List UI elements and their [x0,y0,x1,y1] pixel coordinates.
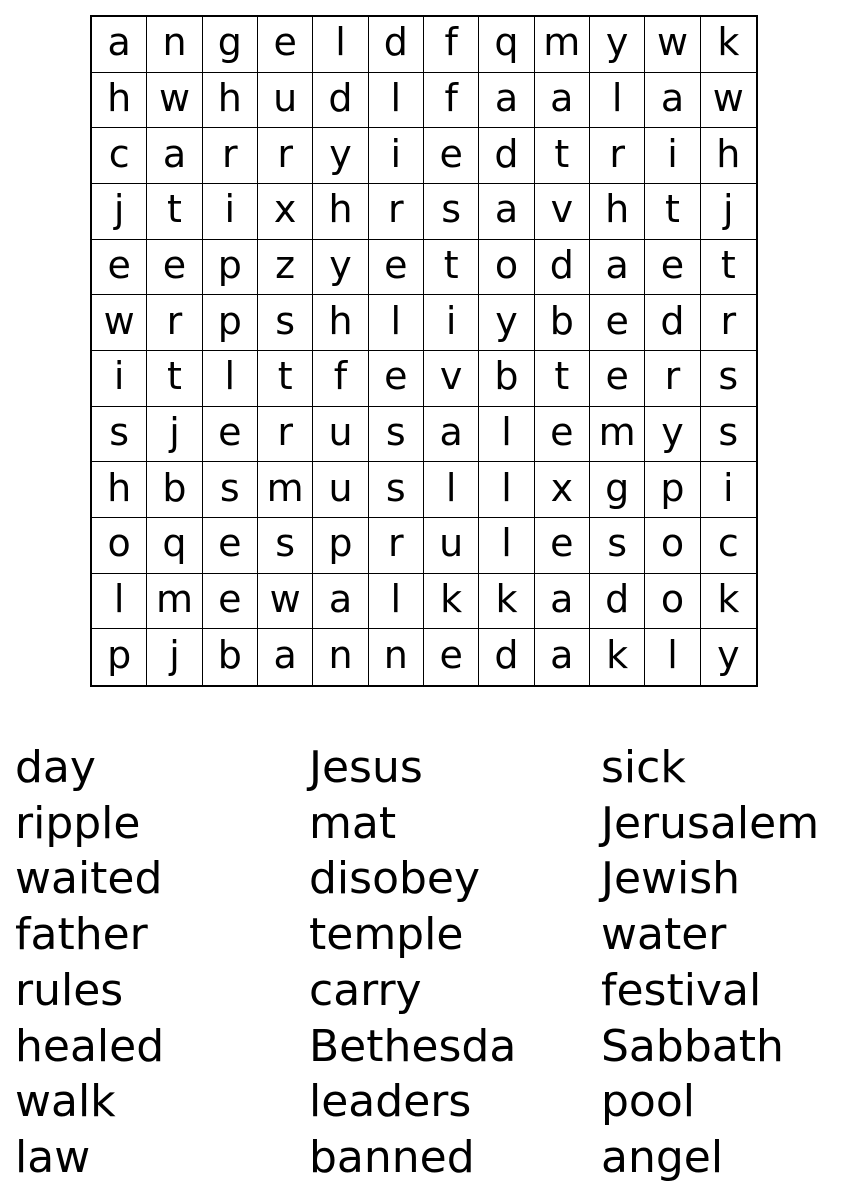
grid-cell: x [535,462,590,518]
grid-cell: y [590,17,645,73]
grid-cell: a [535,574,590,630]
grid-cell: s [203,462,258,518]
grid-cell: e [203,518,258,574]
grid-cell: f [424,73,479,129]
grid-cell: a [645,73,700,129]
grid-cell: m [147,574,202,630]
grid-cell: w [701,73,756,129]
grid-cell: f [313,351,368,407]
grid-cell: y [479,295,534,351]
word-item: mat [309,797,397,849]
word-item: law [15,1131,91,1183]
word-item: Jerusalem [601,797,820,849]
grid-cell: i [92,351,147,407]
grid-cell: a [258,629,313,685]
grid-cell: h [701,128,756,184]
grid-cell: u [313,462,368,518]
word-item: sick [601,742,686,793]
grid-cell: e [535,518,590,574]
grid-cell: a [479,184,534,240]
grid-cell: g [590,462,645,518]
grid-cell: h [203,73,258,129]
word-item: waited [15,853,163,905]
grid-cell: b [147,462,202,518]
grid-cell: m [258,462,313,518]
grid-cell: b [535,295,590,351]
grid-cell: o [645,518,700,574]
grid-cell: a [424,407,479,463]
grid-cell: p [92,629,147,685]
grid-cell: w [147,73,202,129]
grid-cell: r [258,128,313,184]
grid-cell: i [203,184,258,240]
grid-cell: d [313,73,368,129]
grid-cell: u [313,407,368,463]
grid-cell: t [701,240,756,296]
grid-cell: e [369,240,424,296]
grid-cell: v [535,184,590,240]
grid-cell: w [92,295,147,351]
grid-cell: a [590,240,645,296]
word-item: water [601,909,727,961]
word-item: angel [601,1131,724,1183]
grid-cell: d [479,629,534,685]
word-item: pool [601,1076,695,1128]
grid-cell: l [92,574,147,630]
grid-cell: e [424,629,479,685]
grid-cell: o [92,518,147,574]
grid-cell: s [258,518,313,574]
grid-cell: r [258,407,313,463]
grid-cell: t [535,351,590,407]
grid-cell: y [645,407,700,463]
grid-cell: u [258,73,313,129]
grid-cell: j [92,184,147,240]
grid-cell: d [590,574,645,630]
grid-cell: t [258,351,313,407]
grid-cell: l [313,17,368,73]
grid-cell: r [369,184,424,240]
grid-cell: s [424,184,479,240]
grid-cell: y [313,128,368,184]
grid-cell: e [258,17,313,73]
grid-cell: w [258,574,313,630]
grid-cell: t [147,184,202,240]
grid-cell: i [701,462,756,518]
grid-cell: n [147,17,202,73]
grid-cell: i [369,128,424,184]
grid-cell: l [369,574,424,630]
word-item: healed [15,1020,165,1072]
grid-cell: b [203,629,258,685]
grid-cell: a [479,73,534,129]
word-item: father [15,909,148,961]
grid-cell: p [203,240,258,296]
grid-cell: n [313,629,368,685]
grid-cell: y [313,240,368,296]
grid-cell: m [535,17,590,73]
grid-cell: k [701,17,756,73]
grid-cell: g [203,17,258,73]
grid-cell: l [479,462,534,518]
grid-cell: p [313,518,368,574]
grid-cell: j [701,184,756,240]
grid-cell: h [313,184,368,240]
grid-cell: a [313,574,368,630]
grid-cell: h [92,73,147,129]
grid-cell: d [535,240,590,296]
grid-cell: k [701,574,756,630]
grid-cell: e [147,240,202,296]
grid-cell: e [590,351,645,407]
grid-cell: s [701,351,756,407]
grid-cell: m [590,407,645,463]
grid-cell: e [203,407,258,463]
word-item: Jesus [309,742,423,793]
grid-cell: a [535,629,590,685]
grid-cell: h [92,462,147,518]
grid-cell: d [645,295,700,351]
grid-cell: r [203,128,258,184]
grid-cell: z [258,240,313,296]
grid-cell: e [203,574,258,630]
grid-cell: a [92,17,147,73]
grid-cell: l [424,462,479,518]
word-item: Sabbath [601,1020,784,1072]
grid-cell: d [369,17,424,73]
grid-cell: y [717,633,740,678]
grid-cell: s [92,407,147,463]
grid-cell: k [479,574,534,630]
grid-cell: c [92,128,147,184]
grid-cell: l [369,73,424,129]
grid-cell: r [701,295,756,351]
word-item: ripple [15,797,141,849]
grid-cell: h [313,295,368,351]
grid-cell: p [203,295,258,351]
grid-cell: l [369,295,424,351]
grid-cell: x [258,184,313,240]
grid-cell: s [258,295,313,351]
grid-cell: e [590,295,645,351]
grid-cell: i [424,295,479,351]
grid-cell: c [701,518,756,574]
word-column [15,740,309,1186]
grid-cell: e [645,240,700,296]
grid-cell: w [645,17,700,73]
grid-cell: n [369,629,424,685]
grid-cell: t [147,351,202,407]
grid-cell: l [479,407,534,463]
grid-cell: h [590,184,645,240]
word-item: rules [15,964,124,1016]
word-item: disobey [309,853,481,905]
word-item: Jewish [601,853,741,905]
grid-cell: t [645,184,700,240]
grid-cell: e [369,351,424,407]
grid-cell: l [645,629,700,685]
word-item: banned [309,1131,475,1183]
grid-cell: r [147,295,202,351]
grid-cell: a [535,73,590,129]
grid-cell: s [369,407,424,463]
grid-cell: j [147,407,202,463]
grid-cell: e [424,128,479,184]
grid-cell: s [590,518,645,574]
grid-cell: a [147,128,202,184]
grid-cell: r [590,128,645,184]
word-item: temple [309,909,464,961]
grid-cell: q [147,518,202,574]
word-item: walk [15,1076,116,1128]
grid-cell: o [645,574,700,630]
grid-cell: v [424,351,479,407]
word-item: day [15,742,96,793]
grid-cell: l [479,518,534,574]
grid-cell: t [535,128,590,184]
grid-cell: j [147,629,202,685]
word-item: carry [309,964,422,1016]
grid-cell: r [369,518,424,574]
grid-cell: r [645,351,700,407]
word-item: festival [601,964,762,1016]
grid-cell: s [701,407,756,463]
word-column [309,740,601,1186]
letter-grid [90,15,758,687]
grid-cell: o [479,240,534,296]
grid-cell: s [369,462,424,518]
word-item: leaders [309,1076,472,1128]
grid-cell: p [645,462,700,518]
word-column [601,740,845,1186]
grid-cell: k [424,574,479,630]
grid-cell: k [590,629,645,685]
word-item: Bethesda [309,1020,517,1072]
grid-cell: l [590,73,645,129]
grid-cell: t [424,240,479,296]
grid-cell: l [203,351,258,407]
grid-cell: f [424,17,479,73]
grid-cell: e [92,240,147,296]
word-list [15,740,845,1186]
grid-cell: u [424,518,479,574]
grid-cell: q [479,17,534,73]
grid-cell: i [645,128,700,184]
grid-cell: b [479,351,534,407]
grid-cell: d [479,128,534,184]
grid-cell: e [535,407,590,463]
